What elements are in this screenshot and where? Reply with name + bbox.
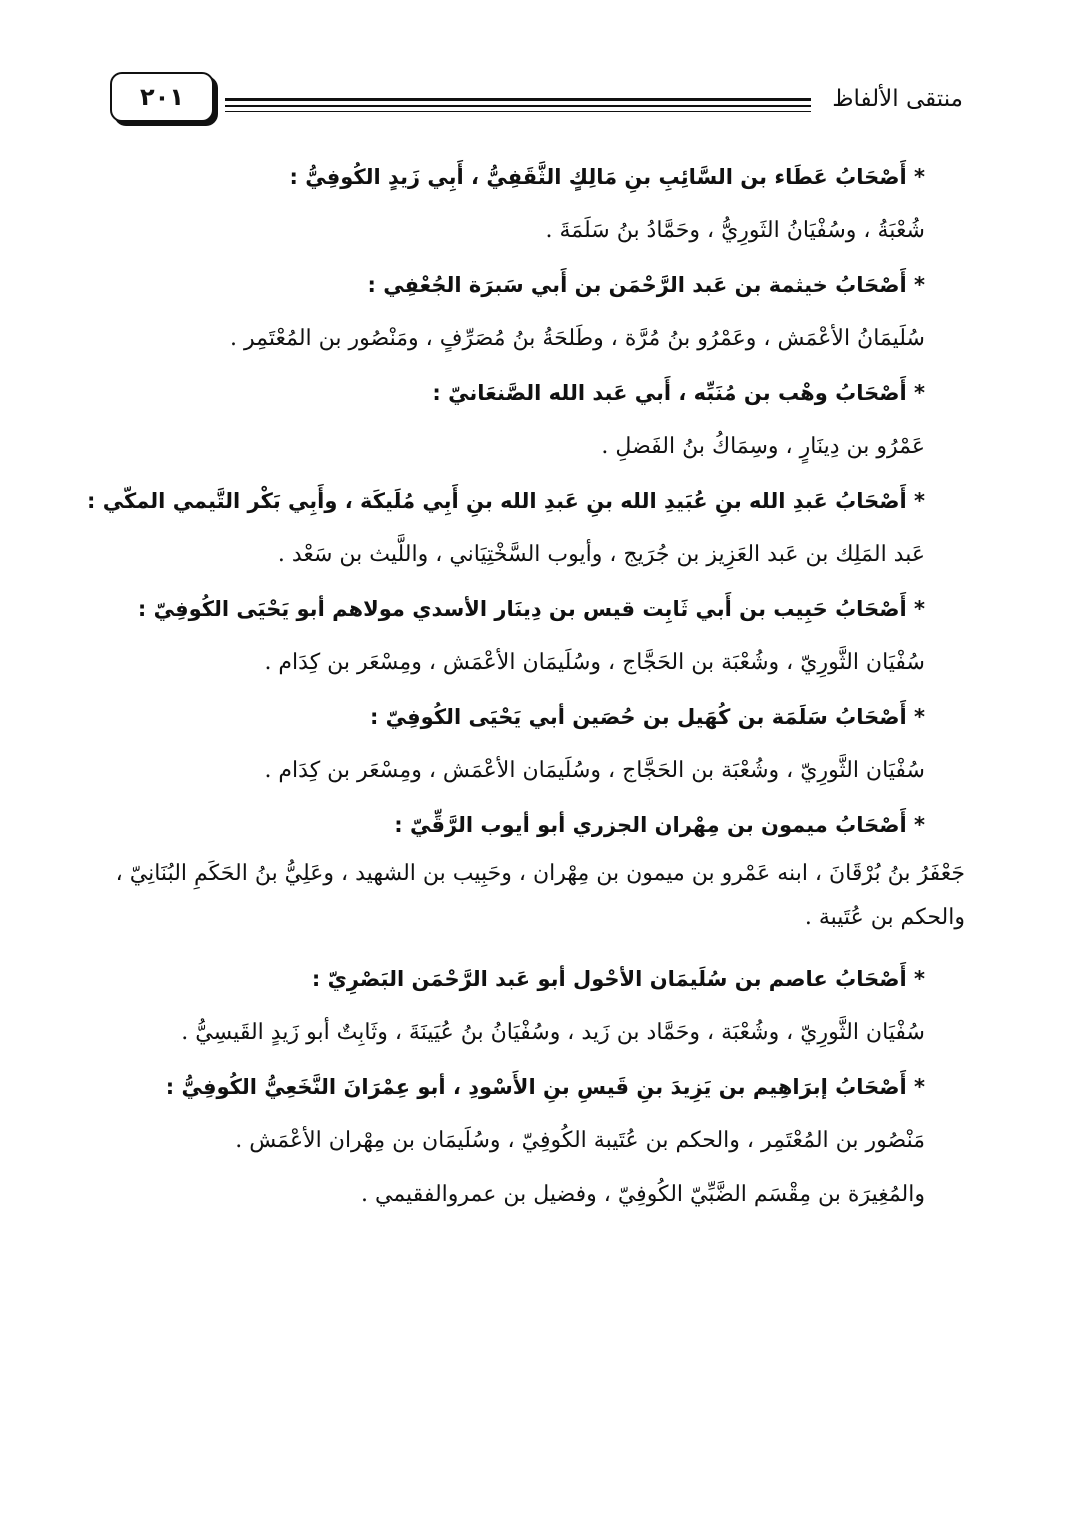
students-paragraph: جَعْفَرُ بنُ بُرْقَانَ ، ابنه عَمْرو بن ميمون بن مِهْران ، وحَبِيب بن الشهيد ، وعَلِيُّ بنُ الحَكَمِ البُنَانِيّ ، والحكم بن عُتَيبة .	[115, 861, 965, 930]
book-title: منتقى الألفاظ	[832, 86, 963, 112]
narrator-heading: * أَصْحَابُ عَبدِ الله بنِ عُبَيدِ الله بنِ عَبدِ الله بنِ أَبِي مُلَيكَة ، وأَبِي بَكْر التَّيمي المكّي :	[87, 489, 925, 513]
page-header	[110, 72, 963, 132]
header-rule-thin	[225, 111, 811, 112]
narrator-heading: * أَصْحَابُ عَطَاء بن السَّائِبِ بنِ مَالِكٍ الثَّقَفِيُّ ، أَبِي زَيدٍ الكُوفِيُّ :	[289, 165, 925, 189]
students-line: سُفْيَان الثَّورِيّ ، وشُعْبَة بن الحَجَّاج ، وسُلَيمَان الأعْمَش ، ومِسْعَر بن كِدَام .	[264, 758, 925, 783]
page-body	[87, 150, 965, 1222]
students-line: سُفْيَان الثَّورِيّ ، وشُعْبَة ، وحَمَّاد بن زَيد ، وسُفْيَانُ بنُ عُيَينَةَ ، وثَابِتٌ أبو زَيدٍ القَيسِيُّ .	[181, 1020, 925, 1045]
students-line: سُفْيَان الثَّورِيّ ، وشُعْبَة بن الحَجَّاج ، وسُلَيمَان الأعْمَش ، ومِسْعَر بن كِدَام .	[264, 650, 925, 675]
narrator-heading: * أَصْحَابُ عاصم بن سُلَيمَان الأحْول أبو عَبد الرَّحْمَن البَصْرِيّ :	[311, 967, 925, 991]
narrator-heading: * أَصْحَابُ حَبِيب بن أَبي ثَابِت قيس بن دِينَار الأسدي مولاهم أبو يَحْيَى الكُوفِيّ :	[137, 597, 925, 621]
header-rule-thick	[225, 98, 811, 101]
page-number: ٢٠١	[110, 72, 214, 122]
students-line: والمُغِيرَة بن مِقْسَم الضَّبِّيّ الكُوفِيّ ، وفضيل بن عمروالفقيمي .	[361, 1182, 925, 1207]
header-rule-middle	[225, 105, 811, 107]
narrator-heading: * أَصْحَابُ سَلَمَة بن كُهَيل بن حُصَين أبي يَحْيَى الكُوفِيّ :	[369, 705, 925, 729]
students-line: مَنْصُور بن المُعْتَمِر ، والحكم بن عُتَيبة الكُوفِيّ ، وسُلَيمَان بن مِهْران الأعْمَش .	[235, 1128, 925, 1153]
students-line: شُعْبَةُ ، وسُفْيَانُ الثَورِيُّ ، وحَمَّادُ بنُ سَلَمَةَ .	[545, 218, 925, 243]
narrator-heading: * أَصْحَابُ خيثمة بن عَبد الرَّحْمَن بن أَبي سَبرَة الجُعْفِي :	[367, 273, 925, 297]
students-line: سُلَيمَانُ الأعْمَش ، وعَمْرُو بنُ مُرَّة ، وطَلحَةُ بنُ مُصَرِّفٍ ، ومَنْصُور بن المُعْتَمِر .	[230, 326, 925, 351]
narrator-heading: * أَصْحَابُ إبرَاهِيم بن يَزِيدَ بنِ قَيسِ بنِ الأَسْودِ ، أبو عِمْرَانَ النَّخَعِيُّ الكُوفِيُّ :	[165, 1075, 925, 1099]
students-line: عَبد المَلِك بن عَبد العَزِيز بن جُرَيج ، وأيوب السَّخْتِيَاني ، واللَّيث بن سَعْد .	[277, 542, 925, 567]
narrator-heading: * أَصْحَابُ وهْب بن مُنَبِّه ، أَبي عَبد الله الصَّنعَانيّ :	[432, 381, 925, 405]
students-line: عَمْرُو بن دِينَارٍ ، وسِمَاكُ بنُ الفَضلِ .	[601, 434, 925, 459]
narrator-heading: * أَصْحَابُ ميمون بن مِهْران الجزري أبو أيوب الرَّقِّيّ :	[394, 813, 925, 837]
